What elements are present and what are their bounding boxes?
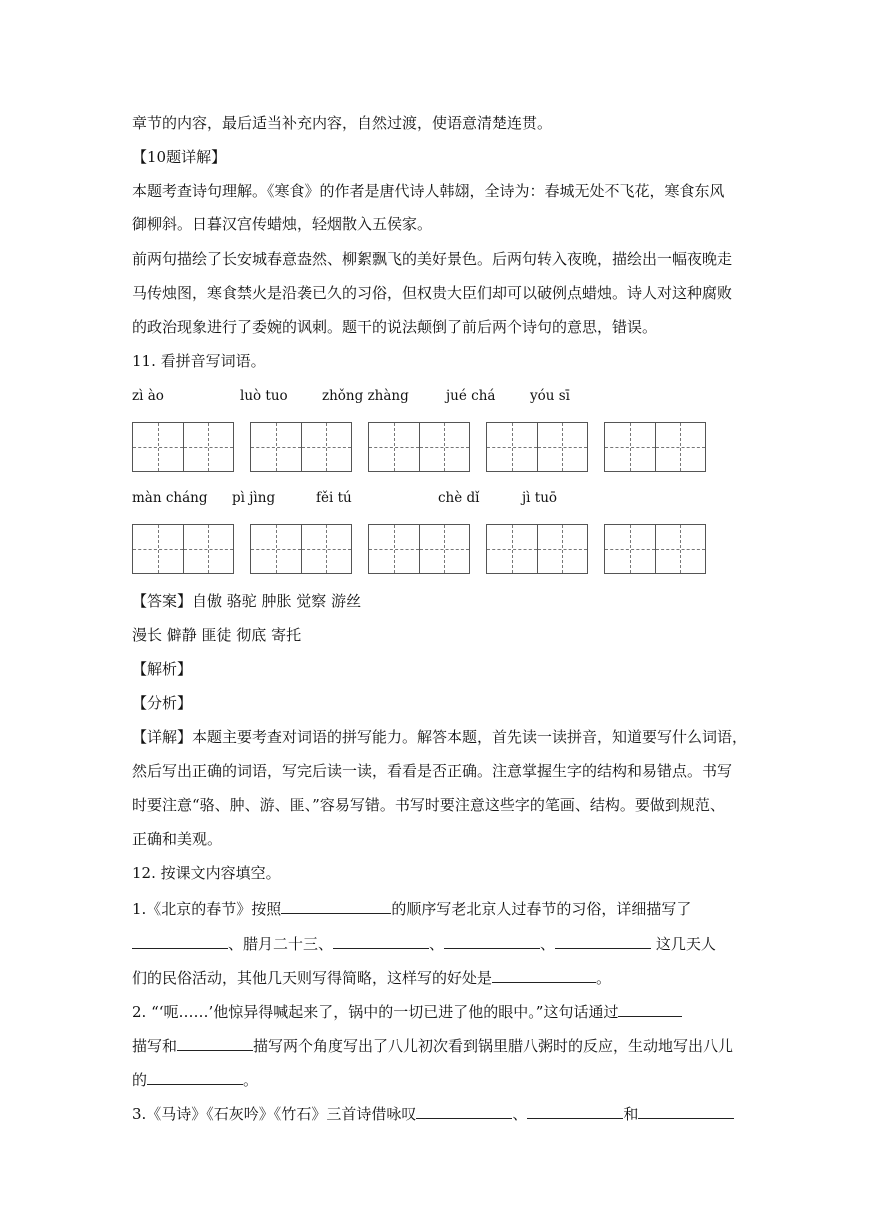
answer-blank[interactable] [492,966,596,983]
pinyin-label: zì ào [132,388,164,404]
section-heading: 【分析】 [132,694,193,712]
fill-line: 的 。 [132,1068,258,1090]
pinyin-label: yóu sī [530,388,570,404]
answer-line: 漫长 僻静 匪徒 彻底 寄托 [132,626,302,644]
writing-grid[interactable] [250,422,352,472]
writing-grid[interactable] [604,524,706,574]
fill-line: 1.《北京的春节》按照 的顺序写老北京人过春节的习俗，详细描写了 [132,897,691,919]
pinyin-label: fěi tú [316,490,352,506]
question-title: 12. 按课文内容填空。 [132,864,281,882]
writing-grid[interactable] [604,422,706,472]
writing-grid[interactable] [486,524,588,574]
pinyin-label: luò tuo [240,388,288,404]
answer-blank[interactable] [444,932,540,949]
writing-grid[interactable] [132,422,234,472]
text-line: 前两句描绘了长安城春意盎然、柳絮飘飞的美好景色。后两句转入夜晚，描绘出一幅夜晚走 [132,250,733,268]
pinyin-label: chè dǐ [438,490,480,506]
text-line: 的政治现象进行了委婉的讽刺。题干的说法颠倒了前后两个诗句的意思，错误。 [132,318,658,336]
writing-grid[interactable] [486,422,588,472]
writing-grid[interactable] [132,524,234,574]
fill-line: 们的民俗活动，其他几天则写得简略，这样写的好处是 。 [132,966,611,988]
pinyin-label: jué chá [446,388,496,404]
writing-grid[interactable] [368,422,470,472]
writing-grid[interactable] [250,524,352,574]
answer-blank[interactable] [416,1102,512,1119]
text-line: 章节的内容，最后适当补充内容，自然过渡，使语意清楚连贯。 [132,114,553,132]
answer-blank[interactable] [147,1068,243,1085]
pinyin-label: màn cháng [132,490,208,506]
answer-blank[interactable] [527,1102,623,1119]
text-line: 【详解】本题主要考查对词语的拼写能力。解答本题，首先读一读拼音，知道要写什么词语， [132,728,748,746]
fill-line: 描写和 描写两个角度写出了八儿初次看到锅里腊八粥时的反应，生动地写出八儿 [132,1034,733,1056]
fill-line: 、腊月二十三、 、 、 这几天人 [132,932,716,954]
text-line: 正确和美观。 [132,830,223,848]
text-line: 御柳斜。日暮汉宫传蜡烛，轻烟散入五侯家。 [132,215,433,233]
answer-blank[interactable] [555,932,651,949]
question-title: 11. 看拼音写词语。 [132,352,266,370]
answer-blank[interactable] [638,1102,734,1119]
answer-blank[interactable] [618,1000,682,1017]
answer-blank[interactable] [281,897,391,914]
writing-grid[interactable] [368,524,470,574]
text-line: 时要注意“骆、肿、游、匪、”容易写错。书写时要注意这些字的笔画、结构。要做到规范、 [132,796,725,814]
text-line: 马传烛图，寒食禁火是沿袭已久的习俗，但权贵大臣们却可以破例点蜡烛。诗人对这种腐败 [132,284,733,302]
answer-blank[interactable] [177,1034,253,1051]
pinyin-label: pì jìng [232,490,276,506]
answer-blank[interactable] [333,932,429,949]
answer-blank[interactable] [132,932,228,949]
text-line: 然后写出正确的词语，写完后读一读，看看是否正确。注意掌握生字的结构和易错点。书写 [132,762,733,780]
fill-line: 2. “‘呃……’他惊异得喊起来了，锅中的一切已进了他的眼中。”这句话通过 [132,1000,682,1022]
section-heading: 【解析】 [132,660,193,678]
fill-line: 3.《马诗》《石灰吟》《竹石》三首诗借咏叹 、 和 [132,1102,734,1124]
answer-line: 【答案】自傲 骆驼 肿胀 觉察 游丝 [132,592,362,610]
pinyin-label: zhǒng zhàng [322,388,409,404]
section-heading: 【10题详解】 [132,148,227,166]
text-line: 本题考查诗句理解。《寒食》的作者是唐代诗人韩翃，全诗为：春城无处不飞花，寒食东风 [132,182,725,200]
pinyin-label: jì tuō [522,490,558,506]
